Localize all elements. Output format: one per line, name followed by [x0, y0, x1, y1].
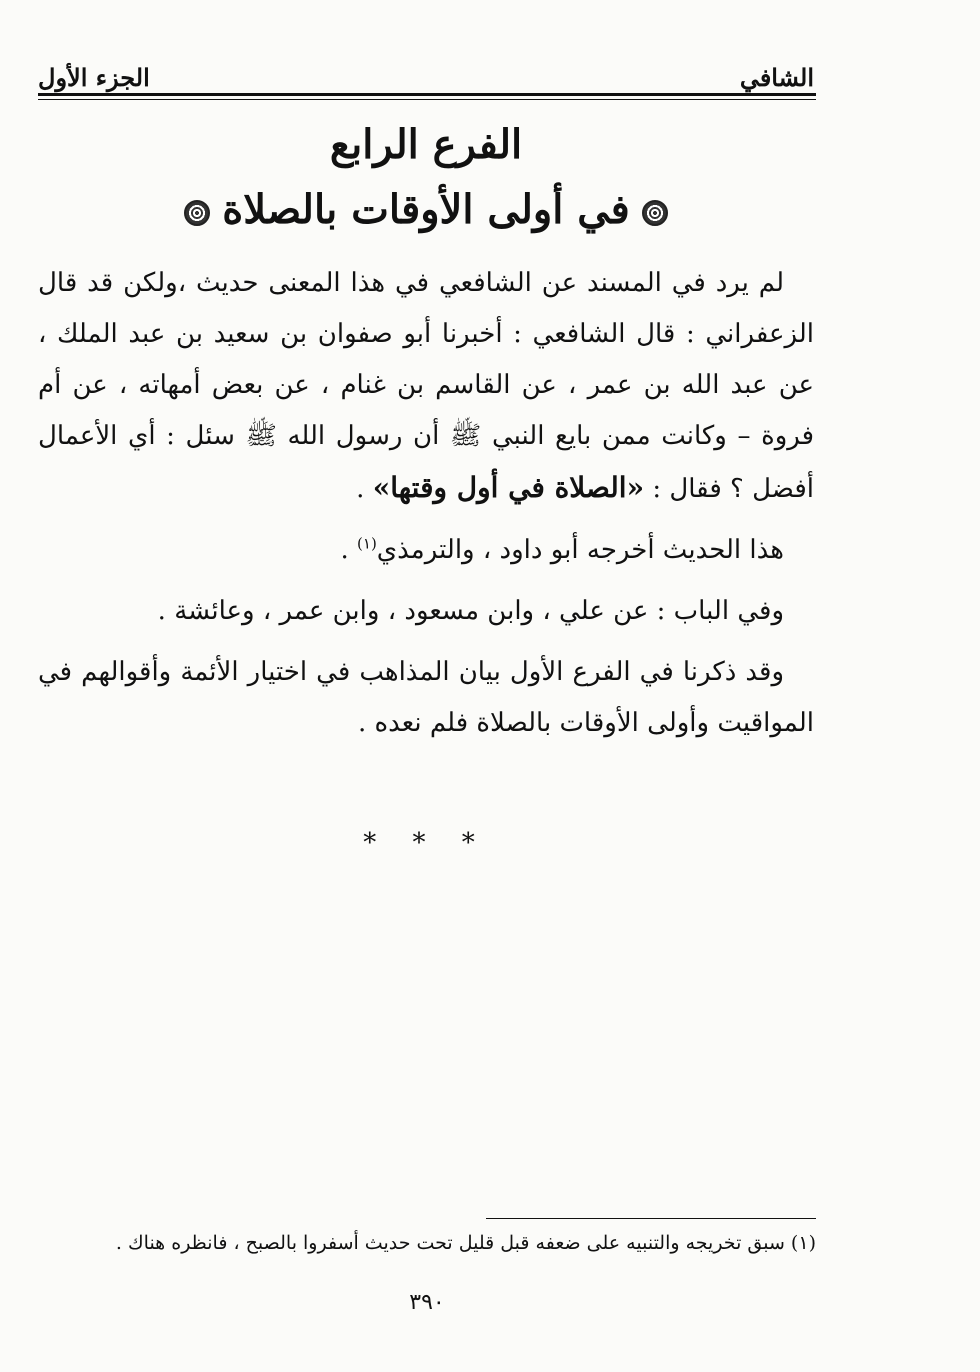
body-text — [38, 258, 814, 749]
text-line: وقد ذكرنا في الفرع الأول بيان المذاهب في اختيار الأئمة وأقوالهم في — [38, 657, 785, 687]
text-line: عبد الله بن عمر ، عن القاسم بن غنام ، عن بعض أمهاته ، عن أم فروة – — [38, 370, 815, 451]
footnote: (١) سبق تخريجه والتنبيه على ضعفه قبل قليل تحت حديث أسفروا بالصبح ، فانظره هناك . — [115, 1232, 816, 1254]
footnote-marker: (١) — [357, 534, 377, 553]
paragraph-3 — [38, 586, 814, 637]
paragraph-2 — [38, 525, 814, 576]
section-subtitle — [38, 178, 814, 242]
ornament-icon — [642, 200, 668, 226]
running-header — [38, 42, 814, 92]
header-rule-thin — [38, 99, 816, 100]
text-line: لم يرد في المسند عن الشافعي في هذا المعنى حديث ،ولكن قد قال — [38, 268, 784, 298]
section-separator: * * * — [363, 828, 489, 858]
page-number: ٣٩٠ — [409, 1290, 445, 1315]
ornament-icon — [184, 200, 210, 226]
text-line: الزعفراني : قال الشافعي : أخبرنا أبو صفوان بن سعيد بن عبد الملك ، عن — [38, 319, 814, 400]
book-title: الشافي — [739, 63, 814, 92]
text-line: . — [356, 474, 365, 504]
text-line: وفي الباب : عن علي ، وابن مسعود ، وابن عمر ، وعائشة . — [157, 596, 784, 626]
text-line: المواقيت وأولى الأوقات بالصلاة فلم نعده . — [357, 708, 814, 738]
text-line: فقال : — [652, 474, 722, 504]
text-line: . — [340, 535, 349, 565]
text-line: وكانت ممن بايع النبي ﷺ أن رسول الله ﷺ سئل : أي الأعمال أفضل ؟ — [38, 421, 814, 504]
paragraph-4 — [38, 647, 814, 749]
paragraph-1 — [38, 258, 814, 515]
hadith-quote: «الصلاة في أول وقتها» — [372, 471, 645, 504]
header-rule — [38, 93, 816, 96]
section-title: الفرع الرابع — [329, 121, 523, 168]
text-line: هذا الحديث أخرجه أبو داود ، والترمذي — [376, 535, 784, 565]
footnote-rule — [486, 1218, 816, 1219]
section-subtitle-text: في أولى الأوقات بالصلاة — [222, 186, 630, 233]
volume-label: الجزء الأول — [38, 63, 150, 92]
